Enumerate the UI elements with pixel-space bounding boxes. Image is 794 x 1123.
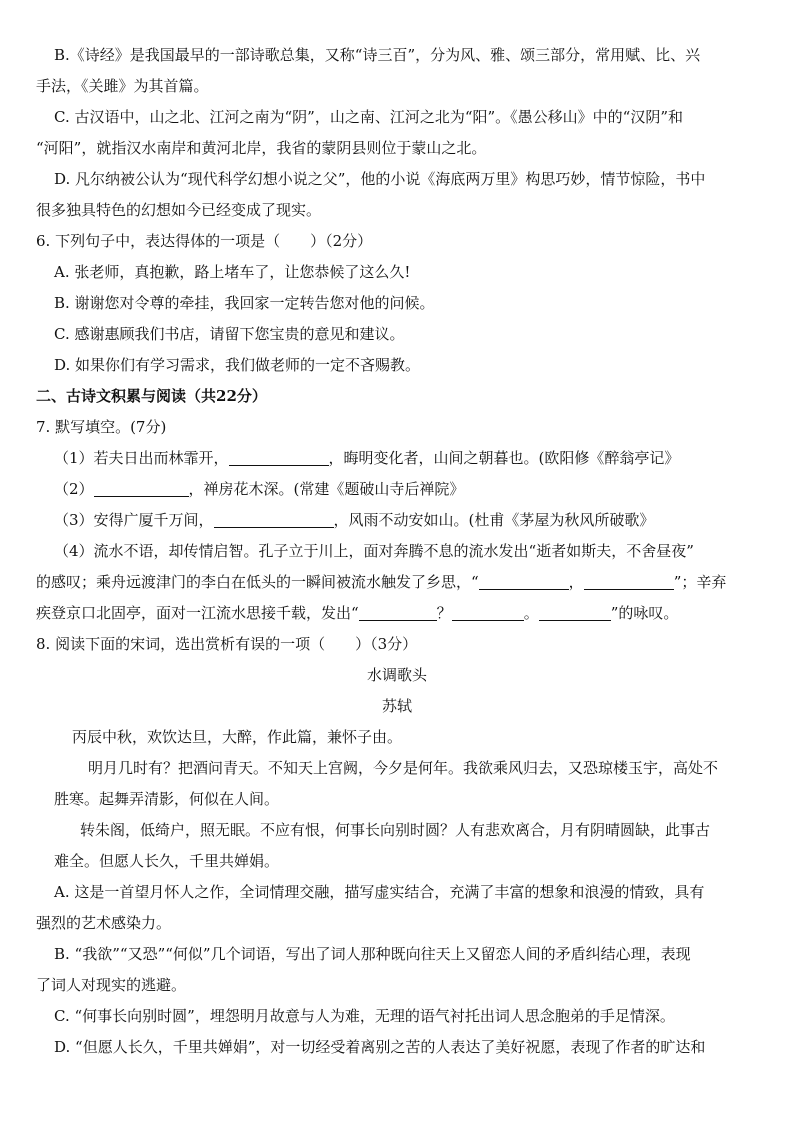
- q7-item4-text-e: ？: [436, 604, 452, 622]
- q7-item-2: [36, 474, 758, 505]
- section-heading: 二、古诗文积累与阅读（共22分）: [36, 387, 267, 405]
- q6-stem: 6. 下列句子中，表达得体的一项是（ ）（2分）: [36, 232, 373, 250]
- q7-item4-text-a: 的感叹；乘舟远渡津门的李白在低头的一瞬间被流水触发了乡思，“: [36, 573, 479, 591]
- q7-item3-prefix: （3）安得广厦千万间，: [54, 511, 214, 529]
- q7-stem: 7. 默写填空。(7分): [36, 418, 167, 436]
- q7-item4-text-f: 。: [523, 604, 539, 622]
- poem-stanza1-line1: 明月几时有？把酒问青天。不知天上宫阙，今夕是何年。我欲乘风归去，又恐琼楼玉宇，高处不: [88, 759, 719, 777]
- q7-item1-prefix: （1）若夫日出而林霏开，: [54, 449, 229, 467]
- q5-option-c-line1: C. 古汉语中，山之北、江河之南为“阴”，山之南、江河之北为“阳”。《愚公移山》中的“汉阴”和: [54, 108, 683, 126]
- q8-option-b-line2: 了词人对现实的逃避。: [36, 976, 187, 994]
- poem-stanza2-line1: 转朱阁，低绮户，照无眠。不应有恨，何事长向别时圆？人有悲欢离合，月有阴晴圆缺，此事古: [80, 821, 711, 839]
- q5-option-d-line1: D. 凡尔纳被公认为“现代科学幻想小说之父”，他的小说《海底两万里》构思巧妙，情节惊险，书中: [54, 170, 706, 188]
- q6-option-a: A. 张老师，真抱歉，路上堵车了，让您恭候了这么久!: [54, 263, 411, 281]
- q7-item4-blank-4[interactable]: [452, 603, 524, 621]
- poem-stanza1-line2: 胜寒。起舞弄清影，何似在人间。: [54, 790, 280, 808]
- q7-item4-blank-1[interactable]: [479, 572, 569, 590]
- q7-item4-text-g: ”的咏叹。: [610, 604, 679, 622]
- q8-stem: 8. 阅读下面的宋词，选出赏析有误的一项（ ）（3分）: [36, 635, 418, 653]
- q8-option-b-line1: B. “我欲”“又恐”“何似”几个词语，写出了词人那种既向往天上又留恋人间的矛盾纠结心理，表现: [54, 945, 691, 963]
- poem-preface: 丙辰中秋，欢饮达旦，大醉，作此篇，兼怀子由。: [72, 728, 403, 746]
- q7-item4-line3: [36, 598, 758, 629]
- q7-item1-blank[interactable]: [229, 448, 329, 466]
- q7-item4-line1: （4）流水不语，却传情启智。孔子立于川上，面对奔腾不息的流水发出“逝者如斯夫，不舍昼夜”: [54, 542, 694, 560]
- q7-item4-blank-5[interactable]: [539, 603, 611, 621]
- q7-item3-suffix: ，风雨不动安如山。(杜甫《茅屋为秋风所破歌》: [333, 511, 655, 529]
- exam-page: [36, 40, 758, 1063]
- poem-author: 苏轼: [381, 697, 412, 715]
- q5-option-b-line1: B.《诗经》是我国最早的一部诗歌总集，又称“诗三百”，分为风、雅、颂三部分，常用赋、比、兴: [54, 46, 701, 64]
- poem-stanza2-line2: 难全。但愿人长久，千里共婵娟。: [54, 852, 280, 870]
- q7-item-1: [36, 443, 758, 474]
- q6-option-b: B. 谢谢您对令尊的牵挂，我回家一定转告您对他的问候。: [54, 294, 435, 312]
- q7-item2-blank[interactable]: [94, 479, 189, 497]
- q7-item3-blank[interactable]: [214, 510, 334, 528]
- q8-option-a-line1: A. 这是一首望月怀人之作，全词情理交融，描写虚实结合，充满了丰富的想象和浪漫的情致，具有: [54, 883, 705, 901]
- q7-item4-text-d: 疾登京口北固亭，面对一江流水思接千载，发出“: [36, 604, 359, 622]
- q7-item2-suffix: ，禅房花木深。(常建《题破山寺后禅院》: [188, 480, 465, 498]
- q7-item4-line2: [36, 567, 758, 598]
- q5-option-d-line2: 很多独具特色的幻想如今已经变成了现实。: [36, 201, 322, 219]
- q8-option-d-line1: D. “但愿人长久，千里共婵娟”，对一切经受着离别之苦的人表达了美好祝愿，表现了作者的旷达和: [54, 1038, 706, 1056]
- q8-option-c-line1: C. “何事长向别时圆”，埋怨明月故意与人为难，无理的语气衬托出词人思念胞弟的手足情深。: [54, 1007, 675, 1025]
- q8-option-a-line2: 强烈的艺术感染力。: [36, 914, 172, 932]
- q6-option-c: C. 感谢惠顾我们书店，请留下您宝贵的意见和建议。: [54, 325, 405, 343]
- q7-item4-text-c: ”；辛弃: [673, 573, 727, 591]
- q7-item4-text-b: ，: [568, 573, 584, 591]
- q7-item-3: [36, 505, 758, 536]
- q6-option-d: D. 如果你们有学习需求，我们做老师的一定不吝赐教。: [54, 356, 421, 374]
- q7-item4-blank-2[interactable]: [584, 572, 674, 590]
- q5-option-c-line2: “河阳”，就指汉水南岸和黄河北岸，我省的蒙阴县则位于蒙山之北。: [36, 139, 487, 157]
- q7-item1-suffix: ，晦明变化者，山间之朝暮也。(欧阳修《醉翁亭记》: [328, 449, 680, 467]
- poem-title: 水调歌头: [366, 666, 427, 684]
- q7-item2-prefix: （2）: [54, 480, 94, 498]
- q7-item4-blank-3[interactable]: [359, 603, 437, 621]
- q5-option-b-line2: 手法，《关雎》为其首篇。: [36, 77, 209, 95]
